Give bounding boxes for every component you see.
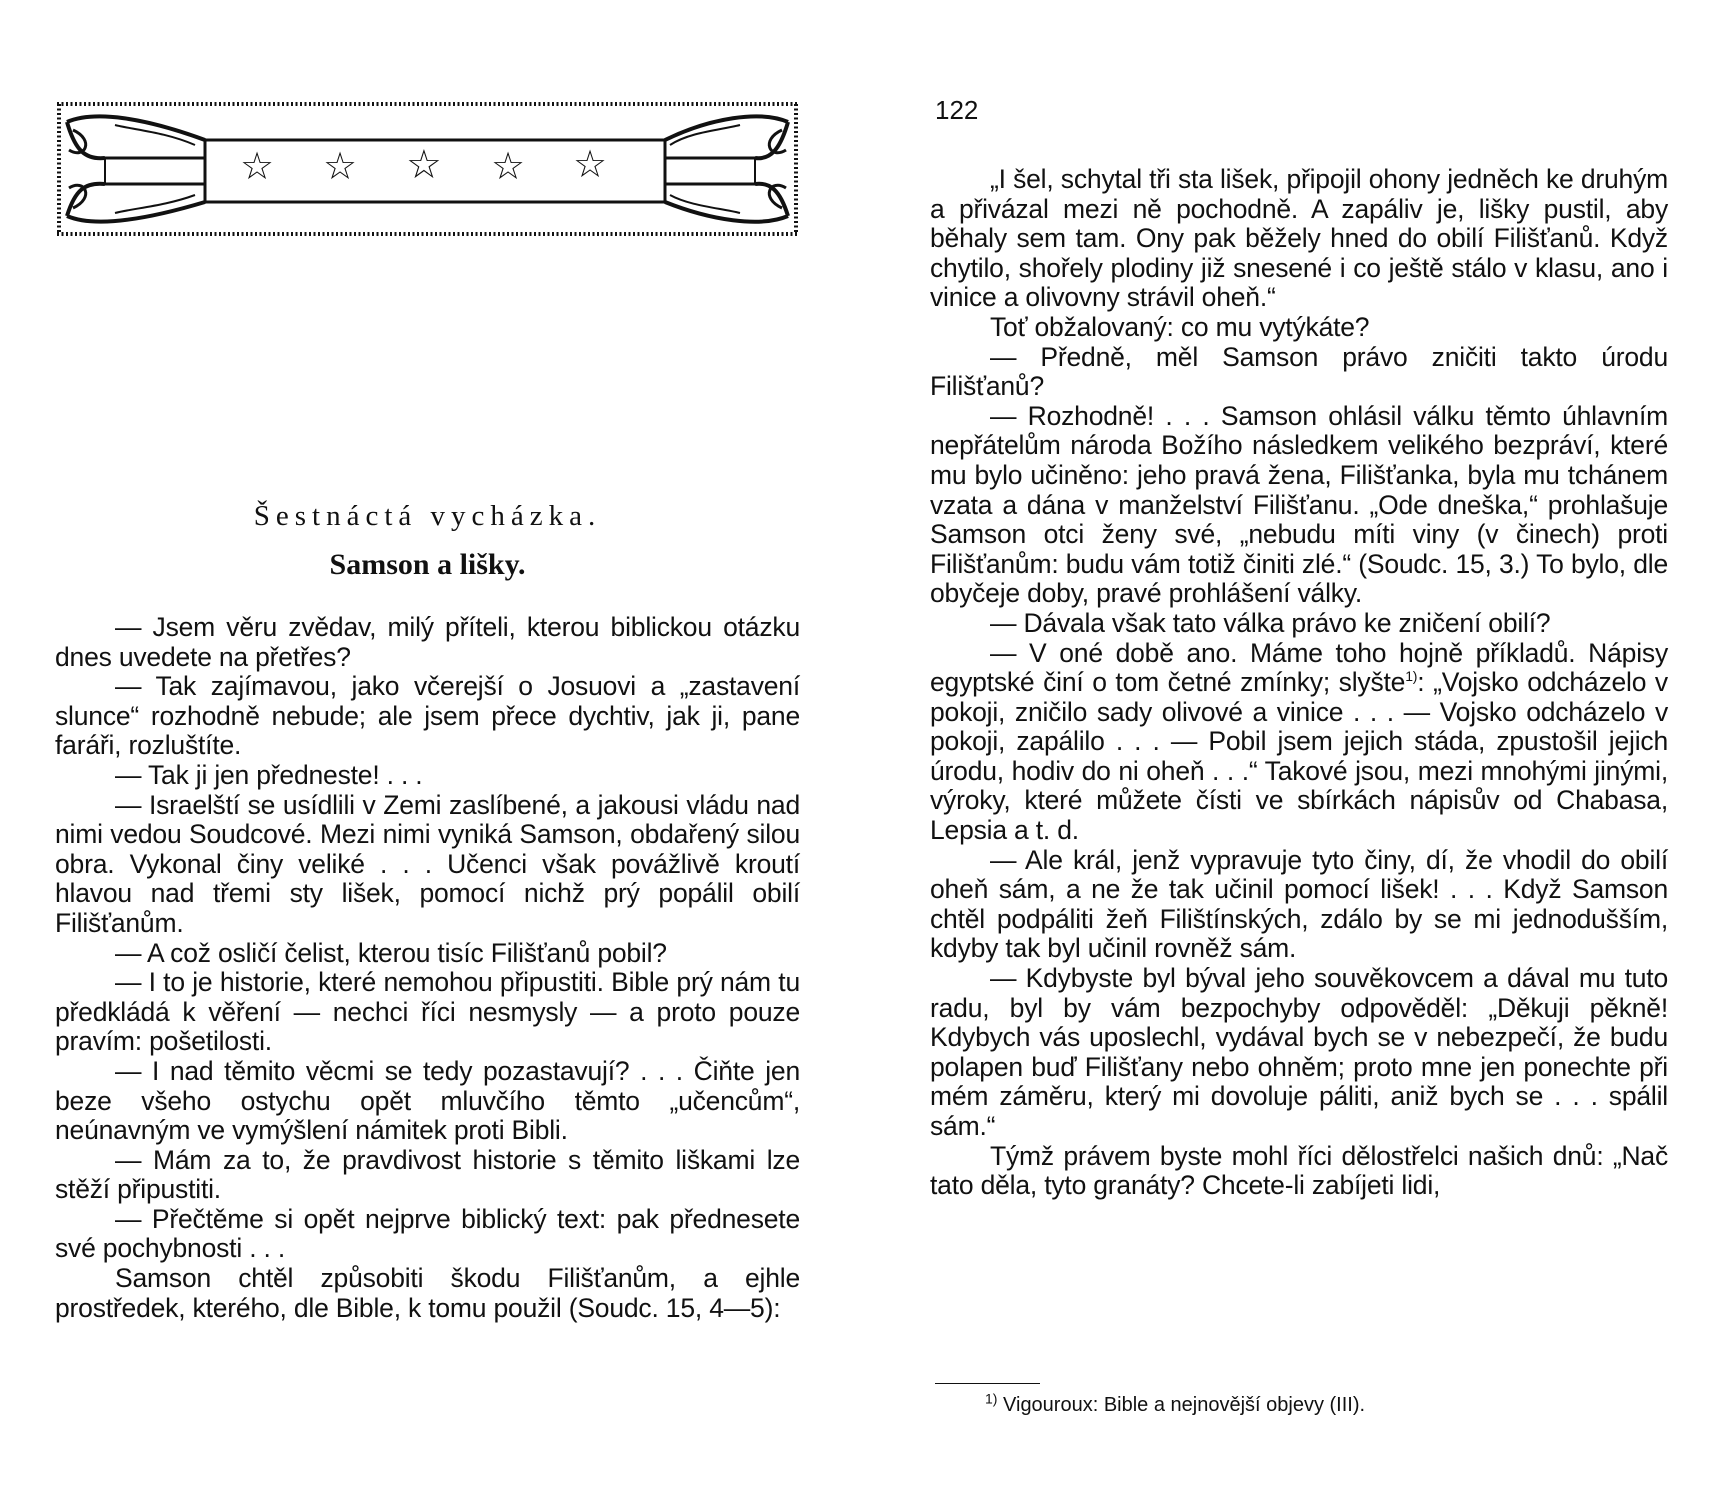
paragraph: — Ale král, jenž vypravuje tyto činy, dí, že vhodil do obilí oheň sám, a ne že tak učinil pomocí lišek! . . . Když Samson chtěl podpáliti žeň Filištínských, zdálo by se mi jednodušším, kdyby tak byl učinil rovněž sám.: [930, 844, 1668, 964]
paragraph: — Kdybyste byl býval jeho souvěkovcem a dával mu tuto radu, byl by vám bezpochyby odpověděl: „Děkuji pěkně! Kdybych vás uposlechl, vydával bych se v nebezpečí, že budu polapen buď Filišťany nebo ohněm; proto mne jen ponechte při mém záměru, který mi dovoluje páliti, aniž bych se . . . spálil sám.“: [930, 963, 1668, 1141]
ornament-stars: [55, 100, 800, 238]
footnote-text: Vigouroux: Bible a nejnovější objevy (III).: [1003, 1394, 1366, 1416]
right-page: [930, 0, 1668, 1500]
footnote-marker: 1): [985, 1390, 998, 1407]
paragraph: — Tak ji jen předneste! . . .: [115, 759, 423, 790]
paragraph: Toť obžalovaný: co mu vytýkáte?: [990, 311, 1370, 342]
paragraph: — Tak zajímavou, jako včerejší o Josuovi a „zastavení slunce“ rozhodně nebude; ale jsem přece dychtiv, jak ji, pane faráři, rozluštíte.: [55, 671, 800, 761]
paragraph: Týmž právem byste mohl říci dělostřelci našich dnů: „Nač tato děla, tyto granáty? Chcete-li zabíjeti lidi,: [930, 1140, 1668, 1201]
paragraph: — Mám za to, že pravdivost historie s těmito liškami lze stěží připustiti.: [55, 1144, 800, 1205]
paragraph: — I to je historie, které nemohou připustiti. Bible prý nám tu předkládá k věření — nechci říci nesmysly — a proto pouze pravím: pošetilosti.: [55, 967, 800, 1057]
paragraph: — Jsem věru zvědav, milý příteli, kterou biblickou otázku dnes uvedete na přetřes?: [55, 612, 800, 672]
paragraph-tail: :: [1417, 667, 1425, 698]
footnote-reference: 1): [1405, 668, 1418, 685]
left-page: [55, 0, 800, 1500]
footnote: [985, 1390, 1366, 1417]
star-icon: ☆: [406, 143, 442, 187]
paragraph: — I nad těmito věcmi se tedy pozastavují? . . . Čiňte jen beze všeho ostychu opět mluvčího těmto „učencům“, neúnavným ve vymýšlení námitek proti Bibli.: [55, 1055, 800, 1146]
paragraph: — Přečtěme si opět nejprve biblický text: pak přednesete své pochybnosti . . .: [55, 1203, 800, 1264]
paragraph-text: „Vojsko odcházelo v pokoji, zničilo sady olivové a vinice . . . — Vojsko odcházelo v pokoji, zapálilo . . . — Pobil jsem jejich stáda, zpustošil jejich úrodu, hodiv do ni oheň . . .“ Takové jsou, mezi mnohými jinými, výroky, které můžete čísti ve sbírkách nápisův od Chabasa, Lepsia a t. d.: [930, 667, 1668, 846]
paragraph-with-footnote-ref: [930, 639, 1668, 846]
chapter-subtitle: Samson a lišky.: [329, 548, 526, 581]
page-number: 122: [935, 95, 979, 125]
right-page-body: [930, 165, 1668, 1201]
paragraph: — A což osličí čelist, kterou tisíc Filišťanů pobil?: [115, 937, 667, 968]
paragraph: — Předně, měl Samson právo zničiti takto úrodu Filišťanů?: [930, 341, 1668, 402]
paragraph: „I šel, schytal tři sta lišek, připojil ohony jedněch ke druhým a přivázal mezi ně pochodně. A zapáliv je, lišky pustil, aby běhaly sem tam. Ony pak běžely hned do obilí Filišťanů. Když chytilo, shořely plodiny již snesené i co ještě stálo v klasu, ano i vinice a olivovny strávil oheň.“: [930, 164, 1668, 313]
paragraph: — Israelští se usídlili v Zemi zaslíbené, a jakousi vládu nad nimi vedou Soudcové. Mezi nimi vyniká Samson, obdařený silou obra. Vykonal činy veliké . . . Učenci však povážlivě kroutí hlavou nad třemi sty lišek, pomocí nichž prý popálil obilí Filišťanům.: [55, 789, 800, 938]
paragraph: — Dávala však tato válka právo ke zničení obilí?: [990, 607, 1551, 638]
footnote-divider: [935, 1383, 1040, 1384]
star-icon: ☆: [573, 144, 608, 186]
paragraph: — Rozhodně! . . . Samson ohlásil válku těmto úhlavním nepřátelům národa Božího následkem velikého bezpráví, které mu bylo učiněno: jeho pravá žena, Filišťanka, byla mu tchánem vzata a dána v manželství Filišťanu. „Ode dneška,“ prohlašuje Samson otci ženy své, „nebudu míti viny (v činech) proti Filišťanům: budu vám totiž činiti zlé.“ (Soudc. 15, 3.) To bylo, dle obyčeje doby, pravé prohlášení války.: [930, 400, 1668, 609]
star-icon: ☆: [323, 146, 358, 188]
left-page-body: [55, 613, 800, 1323]
paragraph-text: — V oné době ano. Máme toho hojně příkladů. Nápisy egyptské činí o tom četné zmínky; slyšte: [930, 637, 1668, 698]
star-icon: ☆: [240, 146, 275, 188]
chapter-title: Šestnáctá vycházka.: [253, 500, 602, 532]
star-icon: ☆: [491, 146, 526, 188]
paragraph: Samson chtěl způsobiti škodu Filišťanům, a ejhle prostředek, kterého, dle Bible, k tomu použil (Soudc. 15, 4—5):: [55, 1263, 800, 1323]
